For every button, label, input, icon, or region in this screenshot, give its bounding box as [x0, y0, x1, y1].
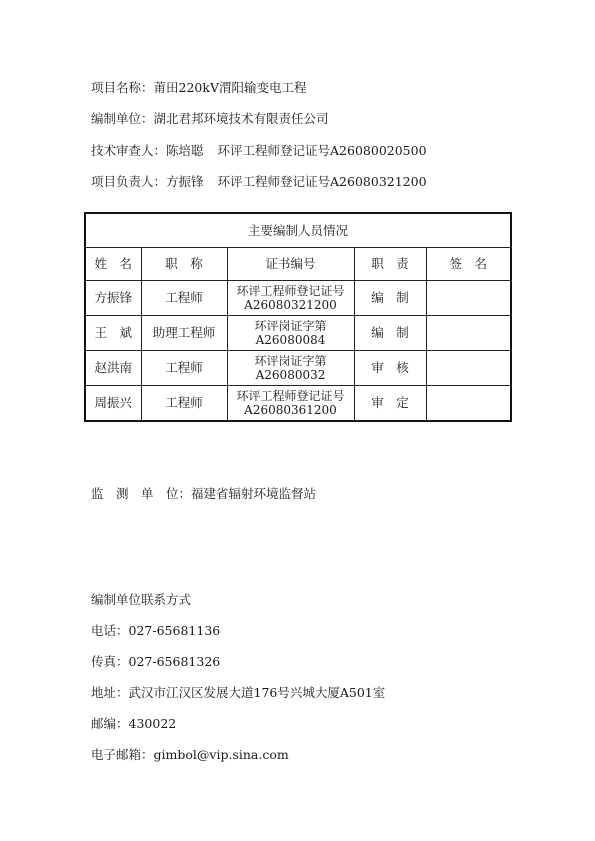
compiling-org-value: 湖北君邦环境技术有限责任公司: [153, 111, 329, 126]
compiling-org-line: [91, 111, 329, 127]
technical-reviewer-label: 技术审查人：: [91, 143, 167, 158]
email-value: gimbol@vip.sina.com: [153, 747, 289, 762]
phone-value: 027-65681136: [128, 623, 221, 638]
address-line: [91, 685, 385, 701]
staff-duty: 编 制: [354, 281, 426, 316]
staff-signature: [426, 386, 511, 422]
monitoring-org-line: [91, 486, 316, 502]
staff-cert-line2: A26080361200: [244, 403, 337, 417]
address-value: 武汉市江汉区发展大道176号兴城大厦A501室: [128, 685, 386, 700]
project-leader-label: 项目负责人：: [91, 174, 167, 189]
technical-reviewer-name: 陈培聪: [166, 143, 204, 158]
staff-cert: [227, 351, 354, 386]
staff-cert: [227, 386, 354, 422]
email-line: [91, 747, 289, 763]
monitoring-org-value: 福建省辐射环境监督站: [191, 486, 317, 501]
postcode-value: 430022: [128, 716, 177, 731]
staff-title: 助理工程师: [141, 316, 227, 351]
column-header-signature: 签 名: [426, 248, 511, 281]
project-name-label: 项目名称：: [91, 80, 154, 95]
staff-cert-line2: A26080321200: [244, 298, 337, 312]
staff-title: 工程师: [141, 281, 227, 316]
fax-line: [91, 654, 220, 670]
staff-table: [84, 212, 512, 422]
project-leader-line: [91, 174, 427, 190]
staff-cert: [227, 316, 354, 351]
staff-cert: [227, 281, 354, 316]
project-leader-name: 方振锋: [166, 174, 204, 189]
staff-name: 周振兴: [85, 386, 141, 422]
compiling-org-label: 编制单位：: [91, 111, 154, 126]
staff-cert-line2: A26080084: [255, 333, 326, 347]
staff-signature: [426, 281, 511, 316]
postcode-label: 邮编：: [91, 716, 129, 731]
email-label: 电子邮箱：: [91, 747, 154, 762]
staff-signature: [426, 316, 511, 351]
column-header-duty: 职 责: [354, 248, 426, 281]
address-label: 地址：: [91, 685, 129, 700]
staff-table-title: 主要编制人员情况: [85, 213, 511, 248]
staff-cert-line1: 环评工程师登记证号: [236, 389, 345, 403]
staff-name: 赵洪南: [85, 351, 141, 386]
staff-cert-line1: 环评岗证字第: [254, 354, 327, 368]
staff-cert-line2: A26080032: [255, 368, 326, 382]
table-row: [85, 281, 511, 316]
project-name-line: [91, 80, 306, 96]
staff-duty: 审 核: [354, 351, 426, 386]
staff-name: 王 斌: [85, 316, 141, 351]
fax-label: 传真：: [91, 654, 129, 669]
staff-title: 工程师: [141, 351, 227, 386]
fax-value: 027-65681326: [128, 654, 221, 669]
project-leader-cert: 环评工程师登记证号A26080321200: [217, 174, 427, 189]
table-row: [85, 316, 511, 351]
column-header-cert: 证书编号: [227, 248, 354, 281]
staff-name: 方振锋: [85, 281, 141, 316]
column-header-name: 姓 名: [85, 248, 141, 281]
technical-reviewer-line: [91, 143, 427, 159]
monitoring-org-label: 监 测 单 位：: [91, 486, 192, 501]
staff-duty: 编 制: [354, 316, 426, 351]
project-name-value: 莆田220kV渭阳输变电工程: [153, 80, 307, 95]
column-header-title: 职 称: [141, 248, 227, 281]
staff-cert-line1: 环评岗证字第: [254, 319, 327, 333]
staff-cert-line1: 环评工程师登记证号: [236, 284, 345, 298]
staff-signature: [426, 351, 511, 386]
technical-reviewer-cert: 环评工程师登记证号A26080020500: [217, 143, 427, 158]
staff-duty: 审 定: [354, 386, 426, 422]
table-row: [85, 386, 511, 422]
table-row: [85, 351, 511, 386]
phone-label: 电话：: [91, 623, 129, 638]
contact-heading: 编制单位联系方式: [91, 592, 192, 607]
staff-title: 工程师: [141, 386, 227, 422]
phone-line: [91, 623, 220, 639]
postcode-line: [91, 716, 176, 732]
